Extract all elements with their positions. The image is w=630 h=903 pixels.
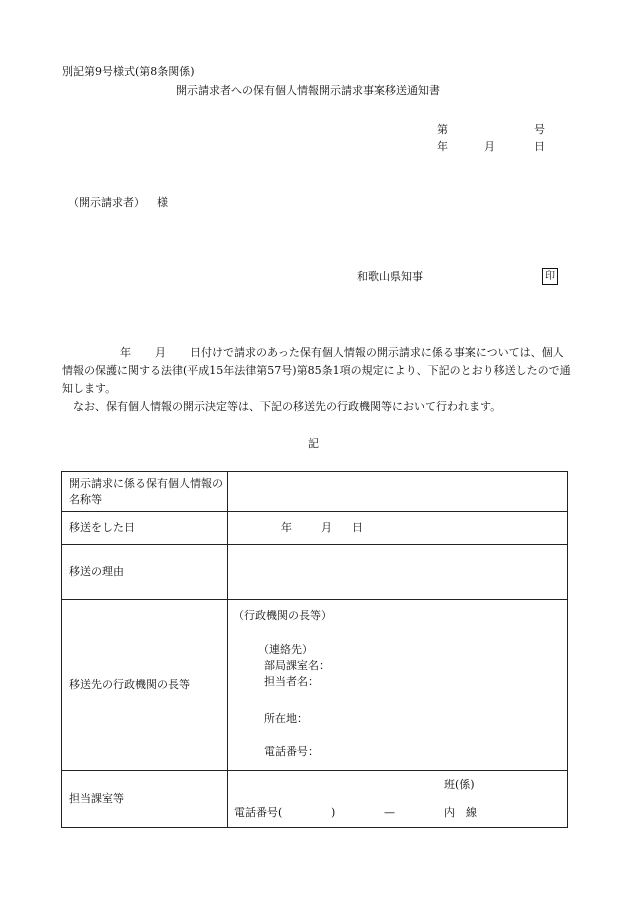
- contact-label: （連絡先）: [258, 643, 313, 656]
- row-label-text: 移送の理由: [69, 565, 124, 578]
- doc-number-go: 号: [534, 123, 545, 136]
- row-label-section: [62, 771, 228, 828]
- transfer-date-field[interactable]: [228, 512, 568, 545]
- destination-field[interactable]: [228, 600, 568, 771]
- row-label-text: 移送先の行政機関の長等: [69, 678, 190, 691]
- body-note: なお、保有個人情報の開示決定等は、下記の移送先の行政機関等において行われます。: [73, 400, 502, 413]
- row-label-text: 開示請求に係る保有個人情報の名称等: [69, 476, 223, 506]
- section-group: 班(係): [444, 778, 475, 791]
- section-extension: 内 線: [444, 806, 477, 819]
- table-row: [62, 545, 568, 600]
- row-label-info-name: [62, 472, 228, 512]
- row-label-transfer-date: [62, 512, 228, 545]
- table-row: [62, 512, 568, 545]
- section-phone: 電話番号(: [234, 806, 283, 819]
- body-month: 月: [155, 346, 166, 359]
- table-row: [62, 472, 568, 512]
- body-text: 日付けで請求のあった保有個人情報の開示請求に係る事案については、個人情報の保護に関する法律(平成15年法律第57号)第85条1項の規定により、下記のとおり移送したので通知します。: [62, 346, 571, 395]
- person-label: 担当者名：: [264, 675, 319, 688]
- body-paragraph-1: [62, 344, 572, 398]
- dept-label: 部局課室名：: [264, 659, 330, 672]
- table-row: [62, 771, 568, 828]
- date-day: 日: [534, 140, 545, 153]
- addressee-name: （開示請求者）: [68, 196, 145, 209]
- row-label-text: 担当課室等: [69, 792, 124, 805]
- table-row: [62, 600, 568, 771]
- ki-heading: 記: [308, 437, 319, 450]
- info-name-field[interactable]: [228, 472, 568, 512]
- doc-number-dai: 第: [437, 123, 448, 136]
- destination-head: （行政機関の長等）: [233, 609, 332, 622]
- body-paragraph-2: [62, 398, 572, 416]
- row-label-destination: [62, 600, 228, 771]
- transfer-date-year: 年: [281, 521, 292, 534]
- sender-name: 和歌山県知事: [357, 270, 423, 283]
- date-year: 年: [437, 140, 448, 153]
- seal-mark: 印: [542, 268, 558, 285]
- body-year: 年: [120, 346, 131, 359]
- transfer-date-month: 月: [321, 521, 332, 534]
- address-label: 所在地：: [264, 712, 308, 725]
- section-paren-close: ): [331, 806, 336, 819]
- date-month: 月: [484, 140, 495, 153]
- addressee-honorific: 様: [157, 196, 168, 209]
- document-title: 開示請求者への保有個人情報開示請求事案移送通知書: [176, 84, 440, 97]
- section-field[interactable]: [228, 771, 568, 828]
- section-dash: —: [384, 806, 395, 819]
- phone-label: 電話番号：: [264, 745, 319, 758]
- transfer-reason-field[interactable]: [228, 545, 568, 600]
- row-label-text: 移送をした日: [69, 521, 135, 534]
- form-number: 別記第9号様式(第8条関係): [62, 65, 195, 78]
- row-label-reason: [62, 545, 228, 600]
- transfer-date-day: 日: [352, 521, 363, 534]
- notice-table: [61, 471, 568, 828]
